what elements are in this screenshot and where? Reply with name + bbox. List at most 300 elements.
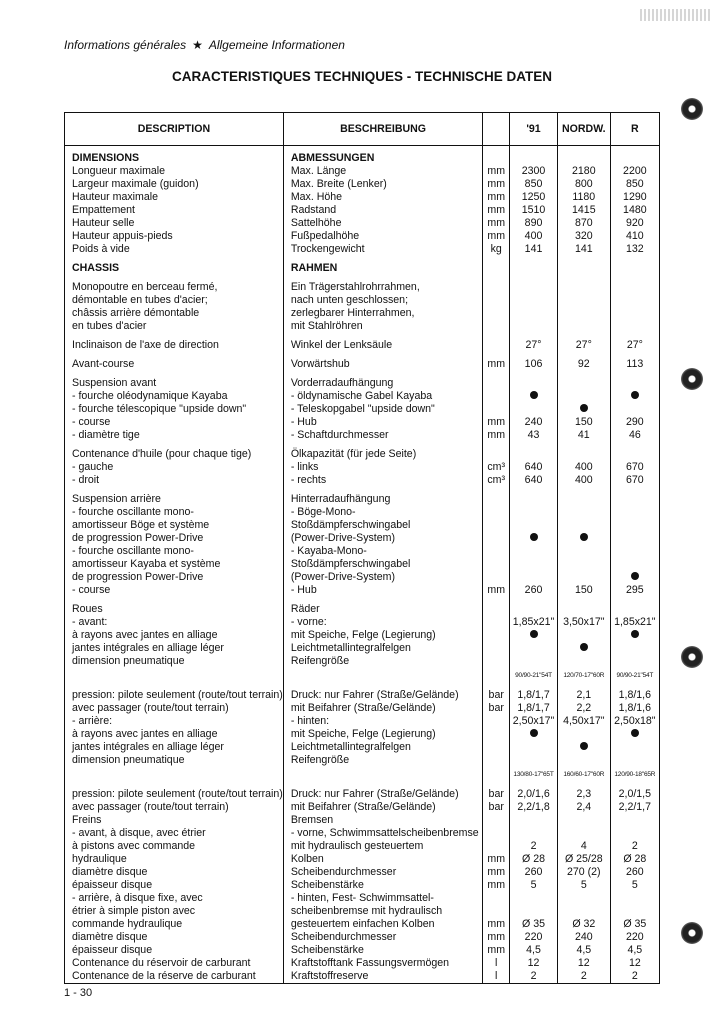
cell-nordw	[557, 715, 610, 728]
cell-unit	[483, 840, 510, 853]
cell-91	[510, 390, 558, 403]
table-row	[65, 493, 660, 506]
cell-fr	[65, 629, 284, 642]
cell-text: - avant:	[72, 616, 108, 628]
cell-text: Scheibendurchmesser	[290, 865, 397, 878]
page-number: 1 - 30	[64, 987, 93, 999]
table-row	[65, 320, 660, 333]
cell-text: 2300	[521, 165, 546, 177]
header-left: Informations générales	[64, 38, 187, 52]
cell-text: Ø 32	[572, 917, 596, 930]
cell-fr	[65, 715, 284, 728]
cell-nordw	[557, 243, 610, 256]
cell-r	[610, 320, 659, 333]
cell-text: - fourche oscillante mono-	[72, 506, 194, 518]
cell-nordw	[557, 827, 610, 840]
cell-de	[283, 584, 483, 597]
cell-unit	[483, 519, 510, 532]
cell-fr	[65, 603, 284, 616]
cell-91	[510, 448, 558, 461]
cell-unit	[483, 307, 510, 320]
cell-91	[510, 905, 558, 918]
cell-text: 400	[574, 461, 593, 473]
cell-r	[610, 603, 659, 616]
cell-text: en tubes d'acier	[72, 320, 147, 332]
cell-r	[610, 944, 659, 957]
table-row	[65, 944, 660, 957]
cell-text: Sattelhöhe	[290, 217, 342, 229]
cell-de	[283, 905, 483, 918]
cell-text: bar	[488, 701, 504, 714]
cell-text: épaisseur disque	[72, 878, 153, 891]
cell-r	[610, 840, 659, 853]
cell-text: 46	[628, 429, 641, 441]
cell-text: Reifengröße	[290, 753, 350, 766]
cell-text: 27°	[626, 339, 643, 351]
cell-nordw	[557, 866, 610, 879]
table-row	[65, 728, 660, 741]
cell-r	[610, 416, 659, 429]
cell-text: 2,0/1,6	[517, 787, 550, 800]
table-row	[65, 767, 660, 782]
cell-text: Scheibendurchmesser	[290, 930, 397, 943]
cell-fr	[65, 944, 284, 957]
cell-text: Contenance d'huile (pour chaque tige)	[72, 448, 252, 460]
cell-nordw	[557, 801, 610, 814]
cell-text: Freins	[72, 813, 102, 826]
cell-91	[510, 358, 558, 371]
col-header-unit	[483, 113, 510, 146]
cell-nordw	[557, 741, 610, 754]
cell-text: 27°	[525, 339, 542, 351]
cell-text: Kraftstofftank Fassungsvermögen	[290, 956, 450, 969]
cell-fr	[65, 827, 284, 840]
cell-nordw	[557, 545, 610, 558]
spec-table-body	[65, 146, 660, 984]
cell-unit	[483, 918, 510, 931]
cell-text: 4	[580, 839, 587, 852]
cell-fr	[65, 377, 284, 390]
cell-text: 130/80-17"65T	[513, 770, 554, 778]
cell-r	[610, 281, 659, 294]
cell-unit	[483, 178, 510, 191]
cell-text: mit hydraulisch gesteuertem	[290, 839, 424, 852]
cell-unit	[483, 866, 510, 879]
cell-unit	[483, 230, 510, 243]
cell-nordw	[557, 262, 610, 275]
cell-text: jantes intégrales en alliage léger	[72, 740, 224, 753]
cell-91	[510, 461, 558, 474]
cell-text: 4,5	[526, 943, 541, 956]
cell-nordw	[557, 532, 610, 545]
table-row	[65, 377, 660, 390]
cell-text: mm	[487, 217, 506, 229]
cell-91	[510, 165, 558, 178]
cell-unit	[483, 191, 510, 204]
cell-text: 41	[577, 429, 590, 441]
cell-text: 2	[580, 969, 587, 982]
table-row	[65, 474, 660, 487]
cell-nordw	[557, 689, 610, 702]
table-row	[65, 448, 660, 461]
cell-text: 1415	[572, 204, 596, 216]
cell-de	[283, 668, 483, 683]
table-row	[65, 689, 660, 702]
cell-fr	[65, 814, 284, 827]
cell-unit	[483, 616, 510, 629]
table-row	[65, 519, 660, 532]
header-right: Allgemeine Informationen	[208, 38, 345, 52]
cell-fr	[65, 905, 284, 918]
cell-text: 270 (2)	[567, 865, 601, 878]
col-header-91: '91	[510, 113, 558, 146]
cell-r	[610, 178, 659, 191]
cell-text: Max. Länge	[290, 165, 347, 177]
cell-nordw	[557, 905, 610, 918]
cell-r	[610, 918, 659, 931]
cell-text: 1,8/1,7	[517, 701, 550, 714]
cell-unit	[483, 377, 510, 390]
cell-fr	[65, 178, 284, 191]
cell-text: 1180	[572, 191, 596, 203]
cell-text: - arrière:	[72, 714, 113, 727]
cell-r	[610, 448, 659, 461]
table-row	[65, 403, 660, 416]
cell-text: mm	[487, 191, 506, 203]
cell-r	[610, 545, 659, 558]
cell-91	[510, 307, 558, 320]
cell-r	[610, 616, 659, 629]
cell-text: Roues	[72, 603, 103, 615]
cell-text: - rechts	[290, 474, 327, 486]
cell-nordw	[557, 403, 610, 416]
cell-unit	[483, 558, 510, 571]
table-row	[65, 840, 660, 853]
table-row	[65, 506, 660, 519]
cell-de	[283, 262, 483, 275]
cell-text: Poids à vide	[72, 243, 130, 255]
cell-nordw	[557, 944, 610, 957]
cell-text: 150	[574, 416, 593, 428]
star-icon: ★	[192, 38, 203, 52]
cell-text: 2180	[572, 165, 596, 177]
cell-text: 2,0/1,5	[618, 787, 652, 800]
cell-nordw	[557, 788, 610, 801]
cell-text: 2	[530, 969, 537, 982]
cell-text: Räder	[290, 603, 320, 615]
cell-r	[610, 152, 659, 165]
cell-de	[283, 944, 483, 957]
cell-unit	[483, 152, 510, 165]
cell-r	[610, 788, 659, 801]
cell-text: 2200	[623, 165, 647, 177]
table-row	[65, 814, 660, 827]
cell-text: 240	[524, 416, 543, 428]
cell-text: 850	[625, 178, 644, 190]
cell-fr	[65, 474, 284, 487]
scan-artifact	[640, 9, 710, 21]
cell-text: - fourche oléodynamique Kayaba	[72, 390, 228, 402]
cell-unit	[483, 892, 510, 905]
cell-fr	[65, 558, 284, 571]
cell-91	[510, 506, 558, 519]
cell-fr	[65, 957, 284, 970]
cell-text: - course	[72, 584, 111, 596]
cell-r	[610, 403, 659, 416]
dot-marker-icon	[530, 729, 538, 737]
cell-de	[283, 629, 483, 642]
cell-text: - Teleskopgabel "upside down"	[290, 403, 435, 415]
table-row	[65, 358, 660, 371]
cell-text: à rayons avec jantes en alliage	[72, 727, 218, 740]
cell-91	[510, 377, 558, 390]
cell-r	[610, 519, 659, 532]
cell-text: mm	[487, 865, 506, 878]
cell-text: 2,1	[576, 688, 592, 701]
cell-91	[510, 629, 558, 642]
cell-text: 260	[625, 865, 644, 878]
cell-text: 1,85x21"	[512, 616, 555, 628]
cell-unit	[483, 390, 510, 403]
cell-text: - gauche	[72, 461, 114, 473]
cell-text: avec passager (route/tout terrain)	[72, 800, 229, 813]
cell-text: 4,5	[627, 943, 643, 956]
cell-text: cm³	[487, 461, 506, 473]
cell-fr	[65, 741, 284, 754]
cell-text: hydraulique	[72, 852, 127, 865]
cell-unit	[483, 788, 510, 801]
cell-text: Largeur maximale (guidon)	[72, 178, 199, 190]
cell-text: bar	[488, 787, 504, 800]
table-row	[65, 642, 660, 655]
cell-text: - droit	[72, 474, 100, 486]
cell-text: 2,2/1,7	[618, 800, 652, 813]
cell-91	[510, 519, 558, 532]
cell-text: Kraftstoffreserve	[290, 969, 369, 982]
binder-hole	[681, 98, 703, 120]
cell-de	[283, 204, 483, 217]
cell-fr	[65, 339, 284, 352]
cell-fr	[65, 642, 284, 655]
cell-nordw	[557, 754, 610, 767]
cell-nordw	[557, 204, 610, 217]
cell-unit	[483, 403, 510, 416]
cell-91	[510, 715, 558, 728]
cell-unit	[483, 970, 510, 984]
cell-text: 670	[625, 461, 644, 473]
cell-text: 260	[524, 865, 543, 878]
cell-unit	[483, 603, 510, 616]
cell-fr	[65, 754, 284, 767]
cell-text: Ø 35	[623, 917, 647, 930]
cell-nordw	[557, 728, 610, 741]
cell-de	[283, 558, 483, 571]
cell-unit	[483, 584, 510, 597]
cell-unit	[483, 281, 510, 294]
cell-nordw	[557, 840, 610, 853]
cell-text: mm	[487, 204, 506, 216]
cell-unit	[483, 879, 510, 892]
cell-nordw	[557, 165, 610, 178]
cell-de	[283, 754, 483, 767]
cell-de	[283, 358, 483, 371]
cell-text: Radstand	[290, 204, 337, 216]
cell-text: Leichtmetallintegralfelgen	[290, 740, 411, 753]
cell-text: Monopoutre en berceau fermé,	[72, 281, 218, 293]
cell-91	[510, 429, 558, 442]
cell-r	[610, 957, 659, 970]
cell-text: Empattement	[72, 204, 136, 216]
cell-unit	[483, 571, 510, 584]
cell-unit	[483, 715, 510, 728]
cell-de	[283, 178, 483, 191]
cell-nordw	[557, 918, 610, 931]
cell-text: 141	[524, 243, 543, 255]
cell-nordw	[557, 558, 610, 571]
cell-r	[610, 866, 659, 879]
cell-fr	[65, 892, 284, 905]
cell-nordw	[557, 970, 610, 984]
cell-text: Fußpedalhöhe	[290, 230, 360, 242]
cell-r	[610, 307, 659, 320]
table-row	[65, 230, 660, 243]
cell-text: mit Beifahrer (Straße/Gelände)	[290, 701, 436, 714]
cell-text: Suspension arrière	[72, 493, 161, 505]
cell-text: l	[495, 956, 498, 969]
cell-fr	[65, 461, 284, 474]
cell-text: - diamètre tige	[72, 429, 140, 441]
cell-text: 2	[530, 839, 537, 852]
cell-nordw	[557, 603, 610, 616]
cell-text: 5	[530, 878, 537, 891]
cell-fr	[65, 532, 284, 545]
cell-r	[610, 204, 659, 217]
cell-fr	[65, 262, 284, 275]
cell-fr	[65, 879, 284, 892]
dot-marker-icon	[631, 391, 639, 399]
cell-text: 670	[625, 474, 644, 486]
cell-91	[510, 767, 558, 782]
table-row	[65, 178, 660, 191]
cell-text: 220	[625, 930, 644, 943]
cell-text: Hauteur appuis-pieds	[72, 230, 173, 242]
cell-text: cm³	[487, 474, 506, 486]
cell-fr	[65, 767, 284, 782]
cell-text: Ø 28	[522, 852, 545, 865]
cell-text: 2,2/1,8	[517, 800, 550, 813]
cell-text: Bremsen	[290, 813, 334, 826]
cell-text: démontable en tubes d'acier;	[72, 294, 208, 306]
cell-91	[510, 892, 558, 905]
cell-text: 640	[524, 474, 543, 486]
cell-text: - fourche télescopique "upside down"	[72, 403, 247, 415]
cell-text: - hinten:	[290, 714, 330, 727]
cell-de	[283, 230, 483, 243]
cell-fr	[65, 788, 284, 801]
cell-91	[510, 931, 558, 944]
cell-de	[283, 165, 483, 178]
cell-text: Ø 35	[522, 917, 545, 930]
cell-text: 1,8/1,6	[618, 688, 652, 701]
cell-de	[283, 931, 483, 944]
cell-nordw	[557, 474, 610, 487]
table-row	[65, 892, 660, 905]
cell-91	[510, 970, 558, 984]
cell-de	[283, 767, 483, 782]
cell-text: à pistons avec commande	[72, 839, 196, 852]
cell-fr	[65, 970, 284, 984]
cell-91	[510, 545, 558, 558]
cell-text: amortisseur Böge et système	[72, 519, 210, 531]
cell-fr	[65, 294, 284, 307]
cell-fr	[65, 728, 284, 741]
cell-text: commande hydraulique	[72, 917, 183, 930]
cell-unit	[483, 320, 510, 333]
cell-r	[610, 377, 659, 390]
cell-text: - Hub	[290, 416, 317, 428]
cell-text: 800	[574, 178, 593, 190]
cell-nordw	[557, 377, 610, 390]
cell-fr	[65, 403, 284, 416]
cell-r	[610, 558, 659, 571]
cell-r	[610, 243, 659, 256]
cell-text: de progression Power-Drive	[72, 571, 204, 583]
cell-text: - vorne:	[290, 616, 327, 628]
cell-de	[283, 493, 483, 506]
cell-nordw	[557, 629, 610, 642]
cell-unit	[483, 944, 510, 957]
cell-fr	[65, 866, 284, 879]
cell-text: nach unten geschlossen;	[290, 294, 409, 306]
cell-unit	[483, 461, 510, 474]
cell-r	[610, 230, 659, 243]
cell-text: Scheibenstärke	[290, 878, 364, 891]
cell-nordw	[557, 616, 610, 629]
cell-fr	[65, 230, 284, 243]
table-row	[65, 429, 660, 442]
cell-91	[510, 754, 558, 767]
table-row	[65, 243, 660, 256]
cell-text: mm	[487, 917, 506, 930]
cell-text: mm	[487, 584, 506, 596]
cell-text: - fourche oscillante mono-	[72, 545, 194, 557]
cell-text: 120/70-17"60R	[563, 672, 605, 679]
cell-text: (Power-Drive-System)	[290, 571, 395, 583]
cell-nordw	[557, 178, 610, 191]
cell-r	[610, 715, 659, 728]
cell-r	[610, 931, 659, 944]
cell-text: gesteuertem einfachen Kolben	[290, 917, 435, 930]
cell-text: - hinten, Fest- Schwimmsattel-	[290, 891, 434, 904]
cell-text: mm	[487, 416, 506, 428]
cell-text: 1480	[623, 204, 647, 216]
cell-de	[283, 715, 483, 728]
cell-fr	[65, 519, 284, 532]
cell-r	[610, 689, 659, 702]
cell-text: DIMENSIONS	[72, 152, 140, 164]
cell-nordw	[557, 281, 610, 294]
cell-91	[510, 866, 558, 879]
cell-text: - arrière, à disque fixe, avec	[72, 891, 203, 904]
cell-text: Ölkapazität (für jede Seite)	[290, 448, 417, 460]
cell-text: Scheibenstärke	[290, 943, 364, 956]
cell-text: 2,50x17"	[512, 714, 555, 727]
cell-text: Contenance du réservoir de carburant	[72, 956, 251, 969]
cell-de	[283, 294, 483, 307]
cell-unit	[483, 767, 510, 782]
cell-de	[283, 957, 483, 970]
cell-91	[510, 584, 558, 597]
